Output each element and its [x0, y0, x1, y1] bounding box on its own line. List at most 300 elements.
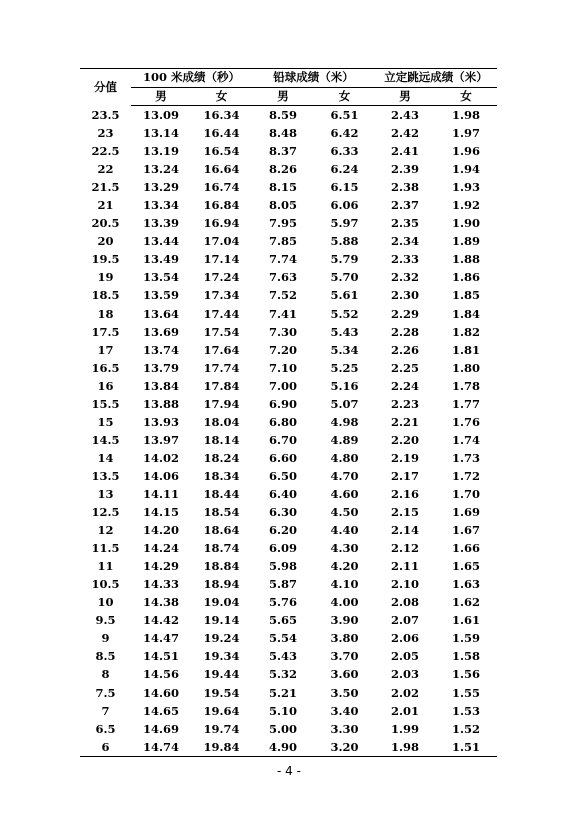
- shot-put-female-cell: 4.10: [330, 577, 359, 592]
- long-jump-male-cell: 2.12: [391, 541, 420, 556]
- table-row: [80, 305, 497, 323]
- time-100m-male-cell: 13.34: [142, 198, 179, 213]
- long-jump-female-cell: 1.72: [452, 468, 481, 483]
- time-100m-female-cell: 16.34: [203, 108, 240, 123]
- table-row: [80, 521, 497, 539]
- table-row: [80, 503, 497, 521]
- long-jump-male-cell: 2.28: [391, 324, 420, 339]
- score-cell: 19: [97, 270, 114, 285]
- long-jump-male-cell: 1.99: [391, 721, 420, 736]
- time-100m-male-cell: 13.69: [142, 324, 179, 339]
- time-100m-male-cell: 14.42: [142, 613, 179, 628]
- score-cell: 6.5: [95, 721, 116, 736]
- time-100m-female-cell: 17.54: [203, 324, 240, 339]
- table-row: [80, 449, 497, 467]
- time-100m-male-cell: 14.69: [142, 721, 179, 736]
- shot-put-male-cell: 6.40: [269, 487, 298, 501]
- shot-put-male-cell: 5.98: [269, 559, 298, 574]
- long-jump-male-cell: 2.16: [391, 487, 420, 501]
- time-100m-male-cell: 13.14: [142, 126, 179, 141]
- time-100m-male-cell: 13.93: [142, 414, 179, 429]
- score-cell: 22.5: [91, 144, 120, 159]
- time-100m-female-cell: 19.04: [203, 595, 240, 610]
- score-cell: 23: [97, 126, 114, 141]
- long-jump-female-cell: 1.76: [452, 414, 481, 429]
- time-100m-male-cell: 14.74: [131, 738, 191, 757]
- shot-put-female-cell: 5.97: [330, 216, 359, 231]
- long-jump-female-cell: 1.53: [452, 703, 481, 718]
- shot-put-female-cell: 5.88: [330, 234, 359, 249]
- time-100m-female-cell: 18.24: [203, 450, 240, 465]
- long-jump-female-cell: 1.90: [452, 216, 481, 231]
- time-100m-female-cell: 19.84: [191, 738, 252, 757]
- time-100m-female-cell: 16.44: [203, 126, 240, 141]
- shot-put-female-cell: 5.43: [330, 324, 359, 339]
- long-jump-male-cell: 2.30: [391, 288, 420, 303]
- shot-put-male-cell: 5.76: [269, 595, 298, 610]
- time-100m-male-cell: 13.54: [142, 270, 179, 285]
- table-row: [80, 702, 497, 720]
- time-100m-male-cell: 14.11: [142, 487, 179, 501]
- time-100m-female-cell: 18.94: [203, 577, 240, 592]
- long-jump-female-cell: 1.78: [452, 378, 481, 393]
- shot-put-male-cell: 5.00: [269, 721, 298, 736]
- long-jump-female-cell: 1.73: [452, 450, 481, 465]
- table-row: [80, 142, 497, 160]
- shot-put-female-cell: 6.24: [330, 162, 359, 177]
- table-row: [80, 575, 497, 593]
- long-jump-male-cell: 2.34: [391, 234, 420, 249]
- time-100m-male-cell: 13.84: [142, 378, 179, 393]
- shot-put-female-cell: 3.70: [330, 649, 359, 664]
- table-row: [80, 106, 497, 125]
- long-jump-female-cell: 1.66: [452, 541, 481, 556]
- shot-put-female-cell: 5.07: [330, 396, 359, 411]
- long-jump-female-cell: 1.58: [452, 649, 481, 664]
- score-cell: 22: [97, 162, 114, 177]
- shot-put-female-cell: 3.30: [330, 721, 359, 736]
- time-100m-female-cell: 18.14: [203, 432, 240, 447]
- shot-put-female-cell: 6.51: [330, 108, 359, 123]
- table-row: [80, 720, 497, 738]
- shot-put-male-cell: 6.60: [269, 450, 298, 465]
- time-100m-female-cell: 16.54: [203, 144, 240, 159]
- shot-put-male-cell: 6.30: [269, 505, 298, 520]
- score-cell: 18: [97, 306, 114, 321]
- shot-put-female-cell: 5.61: [330, 288, 359, 303]
- time-100m-male-cell: 14.20: [142, 523, 179, 538]
- time-100m-male-cell: 13.88: [142, 396, 179, 411]
- long-jump-male-cell: 2.20: [391, 432, 420, 447]
- time-100m-male-cell: 14.24: [142, 541, 179, 556]
- long-jump-male-cell: 2.38: [391, 180, 420, 195]
- table-row: [80, 593, 497, 611]
- shot-put-female-cell: 5.16: [330, 378, 359, 393]
- time-100m-male-cell: 14.15: [142, 505, 179, 520]
- time-100m-female-cell: 17.34: [203, 288, 240, 303]
- long-jump-female-cell: 1.63: [452, 577, 481, 592]
- table-header: [80, 69, 497, 106]
- shot-put-female-cell: 5.70: [330, 270, 359, 285]
- score-cell: 10.5: [91, 577, 120, 592]
- time-100m-female-cell: 17.04: [203, 234, 240, 249]
- female-header-100m: 女: [191, 88, 252, 106]
- shot-put-female-cell: 4.50: [330, 505, 359, 520]
- shot-put-male-cell: 6.80: [269, 414, 298, 429]
- table-row: [80, 178, 497, 196]
- score-cell: 16: [97, 378, 114, 393]
- long-jump-male-cell: 2.14: [391, 523, 420, 538]
- long-jump-female-cell: 1.67: [452, 523, 481, 538]
- time-100m-male-cell: 14.65: [142, 703, 179, 718]
- table-row: [80, 539, 497, 557]
- time-100m-female-cell: 17.64: [203, 342, 240, 357]
- shot-put-female-cell: 4.40: [330, 523, 359, 538]
- shot-put-male-cell: 6.50: [269, 468, 298, 483]
- time-100m-male-cell: 13.59: [142, 288, 179, 303]
- table-row: [80, 395, 497, 413]
- time-100m-male-cell: 14.51: [142, 649, 179, 664]
- group-header-100m: [131, 69, 252, 89]
- long-jump-male-cell: 2.02: [391, 685, 420, 700]
- long-jump-female-cell: 1.70: [452, 487, 481, 501]
- time-100m-female-cell: 18.84: [203, 559, 240, 574]
- shot-put-male-cell: 6.20: [269, 523, 298, 538]
- shot-put-male-cell: 5.87: [269, 577, 298, 592]
- shot-put-female-cell: 4.70: [330, 468, 359, 483]
- long-jump-female-cell: 1.92: [452, 198, 481, 213]
- time-100m-female-cell: 16.94: [203, 216, 240, 231]
- shot-put-male-cell: 7.63: [269, 270, 298, 285]
- shot-put-male-cell: 8.37: [269, 144, 298, 159]
- table-row: [80, 629, 497, 647]
- time-100m-male-cell: 14.47: [142, 631, 179, 646]
- table-row: [80, 611, 497, 629]
- long-jump-male-cell: 2.07: [391, 613, 420, 628]
- male-header-100m: 男: [131, 88, 191, 106]
- long-jump-female-cell: 1.94: [452, 162, 481, 177]
- shot-put-male-cell: 7.20: [269, 342, 298, 357]
- table-row: [80, 232, 497, 250]
- long-jump-male-cell: 2.41: [391, 144, 420, 159]
- table-row: [80, 160, 497, 178]
- score-cell: 9.5: [95, 613, 116, 628]
- time-100m-male-cell: 14.06: [142, 468, 179, 483]
- shot-put-male-cell: 8.59: [269, 108, 298, 123]
- time-100m-male-cell: 13.74: [142, 342, 179, 357]
- shot-put-male-cell: 5.65: [269, 613, 298, 628]
- long-jump-female-cell: 1.89: [452, 234, 481, 249]
- score-cell: 19.5: [91, 252, 120, 267]
- time-100m-male-cell: 13.44: [142, 234, 179, 249]
- shot-put-female-cell: 5.34: [330, 342, 359, 357]
- shot-put-female-cell: 5.25: [330, 360, 359, 375]
- shot-put-female-cell: 4.98: [330, 414, 359, 429]
- score-cell: 15: [97, 414, 114, 429]
- table-row: [80, 431, 497, 449]
- table-row: [80, 341, 497, 359]
- time-100m-female-cell: 16.74: [203, 180, 240, 195]
- score-header: 分值: [80, 69, 131, 106]
- score-cell: 14: [97, 450, 114, 465]
- long-jump-male-cell: 1.98: [375, 738, 435, 757]
- table-row: [80, 214, 497, 232]
- score-cell: 20: [97, 234, 114, 249]
- table-row: [80, 359, 497, 377]
- long-jump-male-cell: 2.19: [391, 450, 420, 465]
- score-cell: 18.5: [91, 288, 120, 303]
- shot-put-male-cell: 4.90: [252, 738, 314, 757]
- time-100m-female-cell: 16.84: [203, 198, 240, 213]
- time-100m-male-cell: 13.29: [142, 180, 179, 195]
- time-100m-male-cell: 13.39: [142, 216, 179, 231]
- score-cell: 20.5: [91, 216, 120, 231]
- score-cell: 6: [80, 738, 131, 757]
- time-100m-male-cell: 13.09: [142, 108, 179, 123]
- shot-put-male-cell: 5.21: [269, 685, 298, 700]
- long-jump-female-cell: 1.84: [452, 306, 481, 321]
- table-row: [80, 124, 497, 142]
- time-100m-female-cell: 17.24: [203, 270, 240, 285]
- female-header-long-jump: 女: [435, 88, 497, 106]
- long-jump-male-cell: 2.25: [391, 360, 420, 375]
- long-jump-female-cell: 1.93: [452, 180, 481, 195]
- long-jump-female-cell: 1.51: [435, 738, 497, 757]
- shot-put-male-cell: 6.09: [269, 541, 298, 556]
- group-header-shot-put-label: 铅球成绩（米）: [252, 69, 375, 88]
- shot-put-male-cell: 7.30: [269, 324, 298, 339]
- long-jump-male-cell: 2.32: [391, 270, 420, 285]
- time-100m-female-cell: 19.14: [203, 613, 240, 628]
- table-row: [80, 286, 497, 304]
- score-cell: 12.5: [91, 505, 120, 520]
- time-100m-male-cell: 13.97: [142, 432, 179, 447]
- time-100m-female-cell: 18.74: [203, 541, 240, 556]
- time-100m-male-cell: 13.79: [142, 360, 179, 375]
- long-jump-female-cell: 1.56: [452, 667, 481, 682]
- time-100m-male-cell: 14.29: [142, 559, 179, 574]
- time-100m-female-cell: 19.54: [203, 685, 240, 700]
- long-jump-male-cell: 2.10: [391, 577, 420, 592]
- time-100m-female-cell: 18.44: [203, 487, 240, 501]
- group-header-100m-label: 100 米成绩（秒）: [131, 69, 252, 88]
- shot-put-female-cell: 5.52: [330, 306, 359, 321]
- score-cell: 16.5: [91, 360, 120, 375]
- score-cell: 13: [97, 487, 114, 501]
- shot-put-female-cell: 4.00: [330, 595, 359, 610]
- score-cell: 21: [97, 198, 114, 213]
- shot-put-male-cell: 5.10: [269, 703, 298, 718]
- time-100m-male-cell: 13.49: [142, 252, 179, 267]
- score-cell: 8.5: [95, 649, 116, 664]
- long-jump-male-cell: 2.29: [391, 306, 420, 321]
- group-header-long-jump-label: 立定跳远成绩（米）: [375, 69, 497, 88]
- page-number: - 4 -: [277, 764, 301, 778]
- male-header-long-jump: 男: [375, 88, 435, 106]
- table-row: [80, 647, 497, 665]
- score-cell: 7: [101, 703, 110, 718]
- time-100m-female-cell: 17.74: [203, 360, 240, 375]
- time-100m-male-cell: 13.64: [142, 306, 179, 321]
- long-jump-female-cell: 1.82: [452, 324, 481, 339]
- shot-put-male-cell: 5.32: [269, 667, 298, 682]
- shot-put-male-cell: 7.52: [269, 288, 298, 303]
- score-cell: 13.5: [91, 468, 120, 483]
- table-row: [80, 250, 497, 268]
- time-100m-female-cell: 19.44: [203, 667, 240, 682]
- female-header-shot-put: 女: [314, 88, 375, 106]
- score-cell: 12: [97, 523, 114, 538]
- long-jump-female-cell: 1.77: [452, 396, 481, 411]
- table-row: [80, 485, 497, 503]
- time-100m-male-cell: 13.19: [142, 144, 179, 159]
- score-cell: 8: [101, 667, 110, 682]
- score-cell: 21.5: [91, 180, 120, 195]
- male-header-shot-put: 男: [252, 88, 314, 106]
- shot-put-male-cell: 5.43: [269, 649, 298, 664]
- long-jump-female-cell: 1.61: [452, 613, 481, 628]
- score-cell: 17: [97, 342, 114, 357]
- long-jump-male-cell: 2.01: [391, 703, 420, 718]
- table-row: [80, 196, 497, 214]
- long-jump-female-cell: 1.86: [452, 270, 481, 285]
- shot-put-female-cell: 4.89: [330, 432, 359, 447]
- long-jump-male-cell: 2.21: [391, 414, 420, 429]
- time-100m-male-cell: 14.56: [142, 667, 179, 682]
- long-jump-female-cell: 1.96: [452, 144, 481, 159]
- long-jump-male-cell: 2.05: [391, 649, 420, 664]
- group-header-shot-put: [252, 69, 375, 89]
- long-jump-male-cell: 2.35: [391, 216, 420, 231]
- shot-put-female-cell: 3.40: [330, 703, 359, 718]
- long-jump-male-cell: 2.33: [391, 252, 420, 267]
- shot-put-female-cell: 6.06: [330, 198, 359, 213]
- time-100m-female-cell: 17.84: [203, 378, 240, 393]
- table-body: [80, 106, 497, 757]
- long-jump-female-cell: 1.98: [452, 108, 481, 123]
- long-jump-female-cell: 1.97: [452, 126, 481, 141]
- time-100m-male-cell: 14.33: [142, 577, 179, 592]
- long-jump-male-cell: 2.03: [391, 667, 420, 682]
- long-jump-female-cell: 1.52: [452, 721, 481, 736]
- long-jump-female-cell: 1.69: [452, 505, 481, 520]
- score-cell: 14.5: [91, 432, 120, 447]
- time-100m-female-cell: 18.64: [203, 523, 240, 538]
- long-jump-male-cell: 2.15: [391, 505, 420, 520]
- score-cell: 10: [97, 595, 114, 610]
- score-cell: 15.5: [91, 396, 120, 411]
- table-row: [80, 738, 497, 757]
- score-cell: 11: [97, 559, 114, 574]
- time-100m-female-cell: 16.64: [203, 162, 240, 177]
- time-100m-female-cell: 18.34: [203, 468, 240, 483]
- time-100m-female-cell: 19.34: [203, 649, 240, 664]
- time-100m-female-cell: 19.64: [203, 703, 240, 718]
- shot-put-female-cell: 6.42: [330, 126, 359, 141]
- time-100m-female-cell: 18.04: [203, 414, 240, 429]
- shot-put-male-cell: 7.10: [269, 360, 298, 375]
- shot-put-male-cell: 7.74: [269, 252, 298, 267]
- shot-put-male-cell: 8.26: [269, 162, 298, 177]
- score-cell: 7.5: [95, 685, 116, 700]
- time-100m-female-cell: 19.74: [203, 721, 240, 736]
- shot-put-female-cell: 4.30: [330, 541, 359, 556]
- shot-put-male-cell: 7.95: [269, 216, 298, 231]
- shot-put-female-cell: 3.20: [314, 738, 375, 757]
- shot-put-female-cell: 3.80: [330, 631, 359, 646]
- score-table: [80, 68, 497, 757]
- time-100m-male-cell: 14.60: [142, 685, 179, 700]
- long-jump-male-cell: 2.08: [391, 595, 420, 610]
- long-jump-male-cell: 2.17: [391, 468, 420, 483]
- long-jump-male-cell: 2.23: [391, 396, 420, 411]
- long-jump-male-cell: 2.26: [391, 342, 420, 357]
- long-jump-female-cell: 1.59: [452, 631, 481, 646]
- time-100m-female-cell: 18.54: [203, 505, 240, 520]
- long-jump-male-cell: 2.06: [391, 631, 420, 646]
- long-jump-male-cell: 2.24: [391, 378, 420, 393]
- shot-put-female-cell: 6.15: [330, 180, 359, 195]
- shot-put-male-cell: 8.48: [269, 126, 298, 141]
- long-jump-female-cell: 1.85: [452, 288, 481, 303]
- time-100m-male-cell: 14.38: [142, 595, 179, 610]
- long-jump-female-cell: 1.88: [452, 252, 481, 267]
- table-row: [80, 268, 497, 286]
- long-jump-female-cell: 1.62: [452, 595, 481, 610]
- shot-put-male-cell: 7.41: [269, 306, 298, 321]
- long-jump-male-cell: 2.11: [391, 559, 420, 574]
- time-100m-female-cell: 17.14: [203, 252, 240, 267]
- long-jump-female-cell: 1.55: [452, 685, 481, 700]
- long-jump-female-cell: 1.81: [452, 342, 481, 357]
- shot-put-female-cell: 6.33: [330, 144, 359, 159]
- table-row: [80, 413, 497, 431]
- table-row: [80, 684, 497, 702]
- long-jump-female-cell: 1.80: [452, 360, 481, 375]
- time-100m-female-cell: 17.94: [203, 396, 240, 411]
- group-header-long-jump: [375, 69, 497, 89]
- shot-put-female-cell: 3.90: [330, 613, 359, 628]
- shot-put-male-cell: 7.85: [269, 234, 298, 249]
- score-cell: 23.5: [91, 107, 120, 122]
- long-jump-male-cell: 2.43: [391, 108, 420, 123]
- shot-put-female-cell: 3.60: [330, 667, 359, 682]
- table-row: [80, 323, 497, 341]
- long-jump-male-cell: 2.42: [391, 126, 420, 141]
- long-jump-male-cell: 2.39: [391, 162, 420, 177]
- long-jump-female-cell: 1.74: [452, 432, 481, 447]
- table-row: [80, 557, 497, 575]
- table-row: [80, 665, 497, 683]
- time-100m-male-cell: 13.24: [142, 162, 179, 177]
- shot-put-female-cell: 3.50: [330, 685, 359, 700]
- shot-put-female-cell: 4.20: [330, 559, 359, 574]
- time-100m-female-cell: 19.24: [203, 631, 240, 646]
- shot-put-male-cell: 6.90: [269, 396, 298, 411]
- table-row: [80, 467, 497, 485]
- shot-put-male-cell: 5.54: [269, 631, 298, 646]
- score-cell: 11.5: [91, 541, 120, 556]
- shot-put-female-cell: 4.80: [330, 450, 359, 465]
- table-row: [80, 377, 497, 395]
- shot-put-female-cell: 4.60: [330, 487, 359, 501]
- shot-put-male-cell: 7.00: [269, 378, 298, 393]
- score-cell: 9: [101, 631, 110, 646]
- shot-put-male-cell: 8.05: [269, 198, 298, 213]
- shot-put-male-cell: 6.70: [269, 432, 298, 447]
- shot-put-male-cell: 8.15: [269, 180, 298, 195]
- long-jump-male-cell: 2.37: [391, 198, 420, 213]
